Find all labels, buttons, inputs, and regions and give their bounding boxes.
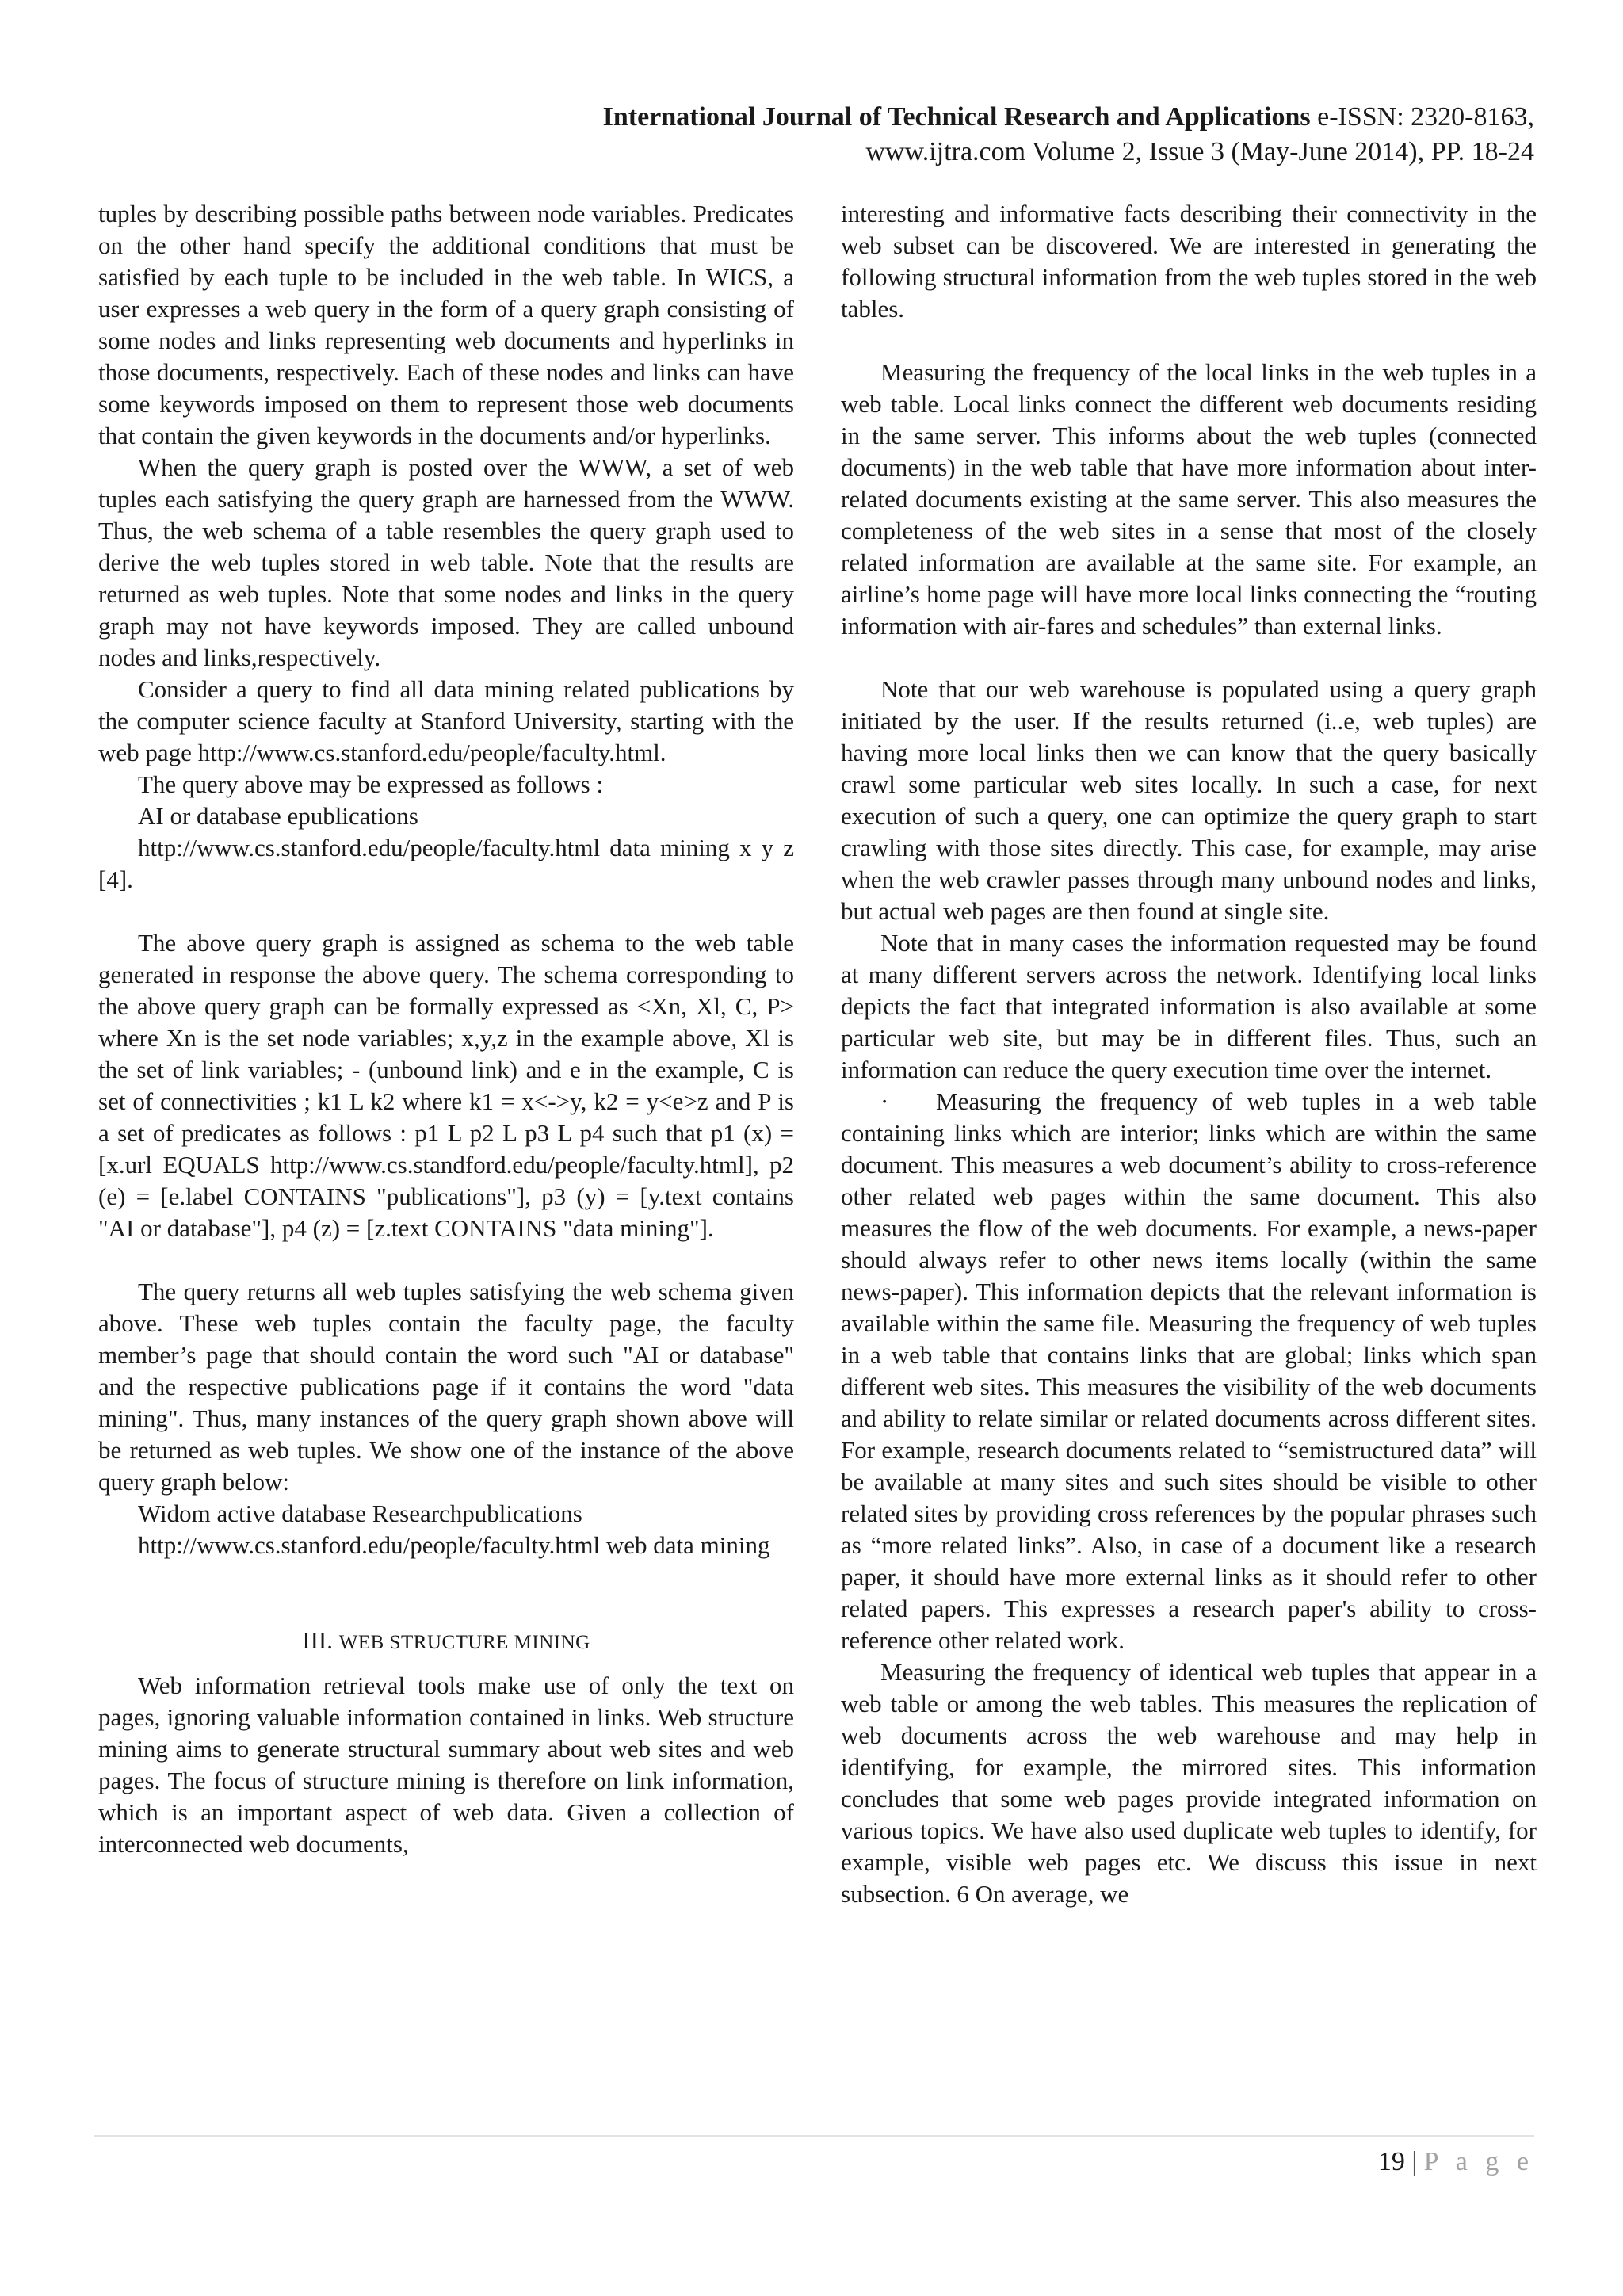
footer-divider — [94, 2135, 1534, 2137]
page-number: 19 — [1377, 2147, 1405, 2176]
spacer — [98, 896, 794, 927]
query-url-line: http://www.cs.stanford.edu/people/faculty.html data mining x y z [4]. — [98, 834, 794, 893]
left-column — [98, 198, 794, 1860]
page-label: P a g e — [1423, 2147, 1534, 2176]
right-column — [841, 198, 1537, 1910]
section-heading — [98, 1625, 794, 1659]
paragraph: The above query graph is assigned as schema to the web table generated in response the above query. The schema corresponding to the above query graph can be formally expressed as <Xn, Xl, C, P> where Xn is the set node variables; x,y,z in the example above, Xl is the set of link variables; - (unbound link) and e in the example, C is set of connectivities ; k1 L k2 where k1 = x<->y, k2 = y<e>z and P is a set of predicates as follows : p1 L p2 L p3 L p4 such that p1 (x) = [x.url EQUALS http://www.cs.standford.edu/people/faculty.html], p2 (e) = [e.label CONTAINS "publications"], p3 (y) = [y.text contains "AI or database"], p4 (z) = [z.text CONTAINS "data mining"]. — [98, 929, 794, 1242]
paragraph: Measuring the frequency of identical web tuples that appear in a web table or among the web tables. This measures the replication of web documents across the web warehouse and may help in identifying, for example, the mirrored sites. This information concludes that some web pages provide integrated information on various topics. We have also used duplicate web tuples to identify, for example, visible web pages etc. We discuss this issue in next subsection. 6 On average, we — [841, 1658, 1537, 1908]
query-label: AI or database epublications — [138, 802, 418, 830]
spacer — [841, 642, 1537, 674]
section-title: WEB STRUCTURE MINING — [338, 1632, 590, 1653]
paragraph: The query above may be expressed as follows : — [138, 770, 604, 798]
footer-separator: | — [1404, 2147, 1424, 2176]
paragraph: tuples by describing possible paths between node variables. Predicates on the other hand specify the additional conditions that must be satisfied by each tuple to be included in the web table. In WICS, a user expresses a web query in the form of a query graph consisting of some nodes and links representing web documents and hyperlinks in those documents, respectively. Each of these nodes and links can have some keywords imposed on them to represent those web documents that contain the given keywords in the documents and/or hyperlinks. — [98, 200, 794, 449]
paragraph: Web information retrieval tools make use of only the text on pages, ignoring valuable information contained in links. Web structure mining aims to generate structural summary about web sites and web pages. The focus of structure mining is therefore on link information, which is an important aspect of web data. Given a collection of interconnected web documents, — [98, 1671, 794, 1858]
paragraph: The query returns all web tuples satisfying the web schema given above. These web tuples contain the faculty page, the faculty member’s page that should contain the word such "AI or database" and the respective publications page if it contains the word "data mining". Thus, many instances of the query graph shown above will be returned as web tuples. We show one of the instance of the above query graph below: — [98, 1278, 794, 1496]
paragraph: Measuring the frequency of the local links in the web tuples in a web table. Local links connect the different web documents residing in the same server. This informs about the web tuples (connected documents) in the web table that have more information about inter-related documents existing at the same server. This also measures the completeness of the web sites in a sense that most of the closely related information are available at the same site. For example, an airline’s home page will have more local links connecting the “routing information with air-fares and schedules” than external links. — [841, 358, 1537, 640]
section-number: III. — [302, 1626, 339, 1654]
instance-label: Widom active database Researchpublications — [138, 1499, 582, 1527]
header-line-1 — [346, 100, 1534, 135]
spacer — [98, 1244, 794, 1276]
paragraph: When the query graph is posted over the WWW, a set of web tuples each satisfying the query graph are harnessed from the WWW. Thus, the web schema of a table resembles the query graph used to derive the web tuples stored in web table. Note that the results are returned as web tuples. Note that some nodes and links in the query graph may not have keywords imposed. They are called unbound nodes and links,respectively. — [98, 453, 794, 671]
paragraph: Note that in many cases the information requested may be found at many different servers across the network. Identifying local links depicts the fact that integrated information is also available at some particular web site, but may be in different files. Thus, such an information can reduce the query execution time over the internet. — [841, 929, 1537, 1083]
spacer — [98, 1659, 794, 1670]
instance-url-line: http://www.cs.stanford.edu/people/faculty.html web data mining — [138, 1531, 770, 1559]
journal-header — [346, 100, 1534, 170]
paragraph: Consider a query to find all data mining related publications by the computer science faculty at Stanford University, starting with the web page http://www.cs.stanford.edu/people/faculty.html. — [98, 675, 794, 766]
header-line-2: www.ijtra.com Volume 2, Issue 3 (May-June 2014), PP. 18-24 — [865, 137, 1534, 166]
journal-title: International Journal of Technical Research and Applications — [602, 102, 1311, 132]
paragraph: interesting and informative facts describing their connectivity in the web subset can be discovered. We are interested in generating the following structural information from the web tuples stored in the web tables. — [841, 200, 1537, 323]
bullet-text: Measuring the frequency of web tuples in a web table containing links which are interior; links which are within the same document. This measures a web document’s ability to cross-reference other related web pages within the same document. This also measures the flow of the web documents. For example, a news-paper should always refer to other news items locally (within the same news-paper). This information depicts that the relevant information is available within the same file. Measuring the frequency of web tuples in a web table that contains links that are global; links which span different web sites. This measures the visibility of the web documents and ability to relate similar or related documents across different sites. For example, research documents related to “semistructured data” will be available at many sites and such sites should be visible to other related sites by providing cross references by the popular phrases such as “more related links”. Also, in case of a document like a research paper, it should have more external links as it should refer to other related papers. This expresses a research paper's ability to cross-reference other related work. — [841, 1087, 1537, 1654]
page-footer — [1378, 2145, 1534, 2179]
bullet-icon: · — [880, 1087, 889, 1115]
paragraph: Note that our web warehouse is populated using a query graph initiated by the user. If the results returned (i..e, web tuples) are having more local links then we can know that the query basically crawl some particular web sites locally. In such a case, for next execution of such a query, one can optimize the query graph to start crawling with those sites directly. This case, for example, may arise when the web crawler passes through many unbound nodes and links, but actual web pages are then found at single site. — [841, 675, 1537, 925]
spacer — [841, 325, 1537, 357]
bullet-paragraph — [841, 1086, 1537, 1656]
spacer — [98, 1561, 794, 1625]
issn: e-ISSN: 2320-8163, — [1310, 102, 1534, 132]
